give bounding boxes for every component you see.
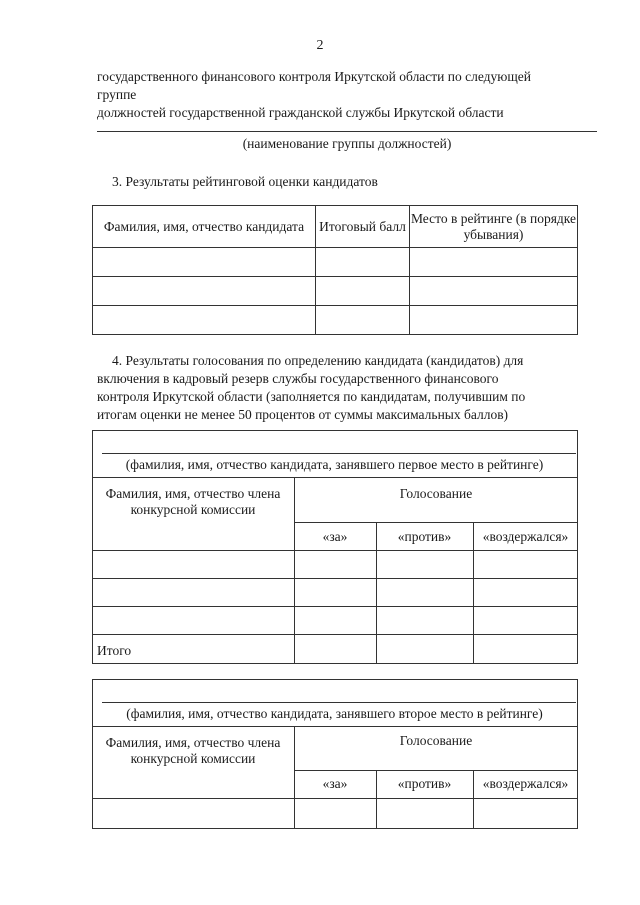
- voting-header-2: Голосование: [399, 733, 473, 748]
- table-cell[interactable]: [316, 306, 410, 335]
- rating-col-score: Итоговый балл: [316, 206, 410, 248]
- voting-header-1: Голосование: [399, 486, 473, 501]
- row-divider: [92, 606, 578, 607]
- rating-table-header: [93, 206, 578, 248]
- page-number: 2: [316, 38, 324, 53]
- table-cell[interactable]: [93, 306, 316, 335]
- row-divider: [294, 770, 578, 771]
- table-row: [93, 277, 578, 306]
- vote-for-header-1: «за»: [322, 529, 348, 544]
- position-group-underline: [97, 131, 597, 132]
- intro-line-3: должностей государственной гражданской службы Иркутской области: [97, 105, 504, 120]
- row-divider: [92, 550, 578, 551]
- row-divider: [92, 578, 578, 579]
- intro-line-1: государственного финансового контроля Иркутской области по следующей: [97, 69, 531, 84]
- table-row: [93, 248, 578, 277]
- table-cell[interactable]: [93, 248, 316, 277]
- total-label-1: Итого: [97, 643, 132, 658]
- row-divider: [92, 798, 578, 799]
- member-header-1: Фамилия, имя, отчество члена конкурсной комиссии: [105, 486, 281, 517]
- row-divider: [92, 726, 578, 727]
- table-row: [93, 306, 578, 335]
- vote-abstained-header-2: «воздержался»: [482, 776, 569, 791]
- position-group-caption: (наименование группы должностей): [242, 136, 452, 151]
- intro-line-2: группе: [97, 87, 137, 102]
- candidate-name-line-1[interactable]: [102, 453, 576, 454]
- section-4-paragraph: [97, 352, 600, 424]
- member-header-2: Фамилия, имя, отчество члена конкурсной комиссии: [105, 735, 281, 766]
- col-divider: [294, 477, 295, 664]
- row-divider: [294, 522, 578, 523]
- rating-table: [92, 205, 578, 335]
- candidate-name-line-2[interactable]: [102, 702, 576, 703]
- vote-against-header-1: «против»: [397, 529, 452, 544]
- section-4-line-1: 4. Результаты голосования по определению кандидата (кандидатов) для: [112, 353, 524, 368]
- rating-col-name: Фамилия, имя, отчество кандидата: [93, 206, 316, 248]
- table-cell[interactable]: [316, 248, 410, 277]
- section-4-line-4: итогам оценки не менее 50 процентов от суммы максимальных баллов): [97, 407, 509, 422]
- table-cell[interactable]: [316, 277, 410, 306]
- table-cell[interactable]: [410, 277, 578, 306]
- candidate-caption-2: (фамилия, имя, отчество кандидата, занявшего второе место в рейтинге): [126, 706, 543, 721]
- section-4-line-2: включения в кадровый резерв службы государственного финансового: [97, 371, 499, 386]
- vote-for-header-2: «за»: [322, 776, 348, 791]
- table-cell[interactable]: [93, 277, 316, 306]
- section-4-line-3: контроля Иркутской области (заполняется по кандидатам, получившим по: [97, 389, 526, 404]
- row-divider: [92, 477, 578, 478]
- table-cell[interactable]: [410, 306, 578, 335]
- vote-abstained-header-1: «воздержался»: [482, 529, 569, 544]
- section-3-heading: 3. Результаты рейтинговой оценки кандидатов: [112, 174, 378, 189]
- vote-against-header-2: «против»: [397, 776, 452, 791]
- rating-col-place: Место в рейтинге (в порядке убывания): [410, 206, 578, 248]
- table-cell[interactable]: [410, 248, 578, 277]
- row-divider: [92, 634, 578, 635]
- candidate-caption-1: (фамилия, имя, отчество кандидата, занявшего первое место в рейтинге): [125, 457, 544, 472]
